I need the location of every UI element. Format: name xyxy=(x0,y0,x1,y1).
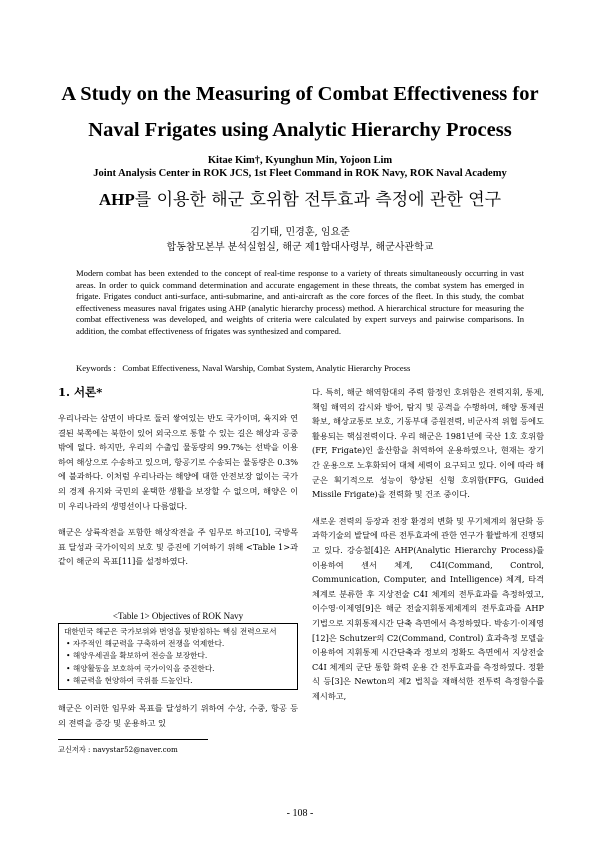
right-paragraph-1: 다. 특히, 해군 해역함대의 주력 함정인 호위함은 전력지휘, 통제, 책임 해역의 감시와 방어, 탐지 및 공격을 수행하며, 해양 통제권 확보, 해상교통로 보호, 기동부대 증원전력, 비군사적 위협 등에도 활용되는 핵심전력이다. 우리 해군은 1981년에 국산 1호 호위함(FF, Frigate)인 울산함을 취역하여 운용하였으나, 현재는 장기간 운용으로 노후화되어 대체 세력이 요구되고 있다. 이에 따라 해군은 획기적으로 성능이 향상된 신형 호위함(FFG, Guided Missile Frigate)을 전력화 및 건조 중이다. xyxy=(312,387,544,500)
korean-title xyxy=(0,189,600,211)
paper-title-line-1: A Study on the Measuring of Combat Effectiveness for xyxy=(61,83,539,105)
table-1-item: • 해군력을 현양하여 국위를 드높인다. xyxy=(66,675,193,685)
table-1-box xyxy=(58,623,298,690)
page-number: - 108 - xyxy=(286,808,314,819)
right-column xyxy=(312,385,544,703)
paper-title-line-2: Naval Frigates using Analytic Hierarchy Process xyxy=(88,119,512,141)
footnote: 교신저자 : navystar52@naver.com xyxy=(58,745,178,754)
korean-title-rest: 를 이용한 해군 호위함 전투효과 측정에 관한 연구 xyxy=(134,190,502,210)
intro-paragraph-3: 해군은 이러한 임무와 목표를 달성하기 위하여 수상, 수중, 항공 등의 전력을 증강 및 운용하고 있 xyxy=(58,703,298,728)
author-affiliation: Joint Analysis Center in ROK JCS, 1st Fleet Command in ROK Navy, ROK Naval Academy xyxy=(93,168,507,179)
korean-author-names: 김기태, 민경훈, 임요준 xyxy=(250,227,350,238)
korean-affiliation: 합동참모본부 분석실험실, 해군 제1함대사령부, 해군사관학교 xyxy=(166,242,434,253)
korean-title-prefix: AHP xyxy=(98,190,135,209)
intro-paragraph-2: 해군은 상륙작전을 포함한 해상작전을 주 임무로 하고[10], 국방목표 달성과 국가이익의 보호 및 증진에 기여하기 위해 <Table 1>과 같이 해군의 목표[11]를 설정하였다. xyxy=(58,527,298,567)
footnote-divider xyxy=(58,739,208,740)
author-names: Kitae Kim†, Kyunghun Min, Yojoon Lim xyxy=(207,155,393,166)
keywords-label: Keywords : xyxy=(76,363,116,373)
keywords xyxy=(76,362,410,374)
right-paragraph-2: 새로운 전력의 등장과 전장 환경의 변화 및 무기체계의 첨단화 등 과학기술의 발달에 따른 전투효과에 관한 연구가 활발하게 진행되고 있다. 강승철[4]은 AHP(Analytic Hierarchy Process)를 이용하여 센서 체계, C4I(Command, Control, Communication, Computer, and Intelligence) 체계, 타격 체계로 분류한 후 지상전술 C4I 체계의 전투효과를 측정하였고, 이수영·이제영[9]은 해군 전술지휘통제체계의 전투효과를 AHP 기법으로 지휘통제시간 단축 측면에서 측정하였다. 박송기·이제영[12]은 Schutzer의 C2(Command, Control) 효과측정 모델을 이용하여 지휘통제 시간단축과 정보의 정확도 측면에서 지상전술 C4I 체계의 군단 통합 화력 운용 간 전투효과를 측정하였다. 정환식 등[3]은 Newton의 제2 법칙을 재해석한 전투력 측정함수를 제시하고, xyxy=(312,515,544,701)
abstract: Modern combat has been extended to the concept of real-time response to a variety of threats simultaneously occurring in vast areas. In order to quick command determination and accurate engagement in these threats, the combat system has emerged in frigate. Frigates conduct anti-surface, anti-submarine, and anti-aircraft as the core forces of the fleet. In this study, the combat effectiveness measures naval frigates using AHP (analytic hierarchy process) method. A hierarchical structure for measuring the combat effectiveness was developed, and weights of criteria were calculated by expert surveys and pairwise comparisons. In addition, the combat effectiveness of frigates was synthesized and compared. xyxy=(76,268,524,336)
keywords-text: Combat Effectiveness, Naval Warship, Combat System, Analytic Hierarchy Process xyxy=(122,363,411,373)
table-1-caption: <Table 1> Objectives of ROK Navy xyxy=(112,611,244,621)
section-heading-introduction: 1. 서론* xyxy=(58,385,103,399)
intro-paragraph-1: 우리나라는 삼면이 바다로 둘러 쌓여있는 반도 국가이며, 육지와 연결된 북쪽에는 북한이 있어 외국으로 통할 수 있는 길은 해상과 공중밖에 없다. 하지만, 우리의 수출입 물동량의 99.7%는 선박을 이용하여 해상으로 수송하고 있으며, 항공기로 수송되는 물동량은 0.3%에 불과하다. 이처럼 우리나라는 해양에 대한 안전보장 없이는 국가의 경제 유지와 국민의 윤택한 생활을 보장할 수 없으며, 해양은 이미 우리나라의 생명선이나 다름없다. xyxy=(58,413,298,511)
table-1-item: • 자주적인 해군력을 구축하여 전쟁을 억제한다. xyxy=(66,639,225,649)
left-column xyxy=(58,411,298,569)
table-1-item: • 해양우세권을 확보하여 전승을 보장한다. xyxy=(66,651,208,661)
table-1-item: • 해양활동을 보호하여 국가이익을 증진한다. xyxy=(66,663,215,673)
table-1-intro: 대한민국 해군은 국가보위와 번영을 뒷받침하는 핵심 전력으로서 xyxy=(64,627,277,636)
